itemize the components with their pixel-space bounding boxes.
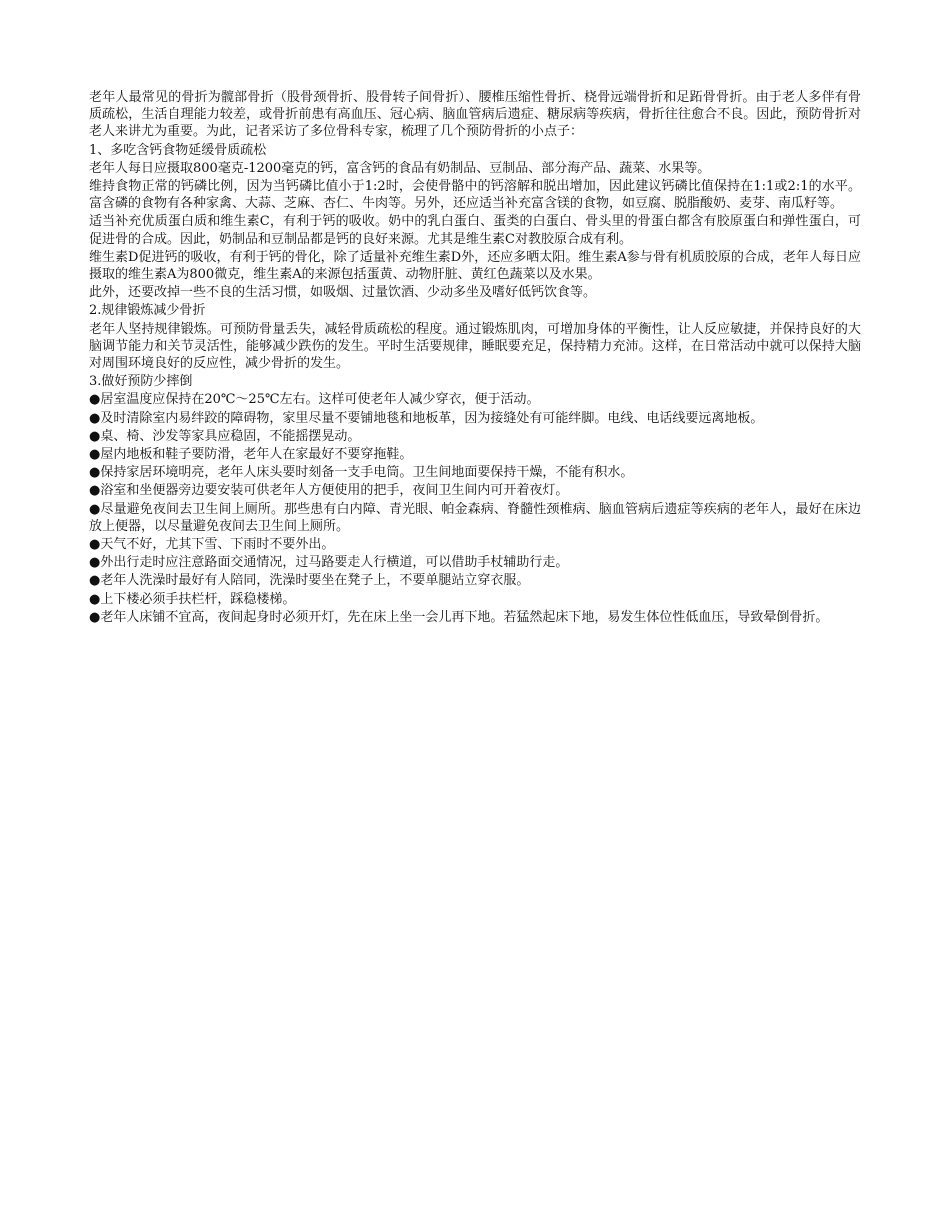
list-item: ●及时清除室内易绊跤的障碍物，家里尽量不要铺地毯和地板革，因为接缝处有可能绊脚。电线、电话线要远离地板。 <box>89 410 764 426</box>
paragraph-exercise: 老年人坚持规律锻炼。可预防骨量丢失，减轻骨质疏松的程度。通过锻炼肌肉，可增加身体的平衡性，让人反应敏捷，并保持良好的大脑调节能力和关节灵活性，能够减少跌伤的发生。平时生活要规律，睡眠要充足，保持精力充沛。这样，在日常活动中就可以保持大脑对周围环境良好的反应性，减少骨折的发生。 <box>89 321 861 372</box>
list-item: ●老年人洗澡时最好有人陪同，洗澡时要坐在凳子上，不要单腿站立穿衣服。 <box>89 573 530 589</box>
list-item: ●浴室和坐便器旁边要安装可供老年人方便使用的把手，夜间卫生间内可开着夜灯。 <box>89 483 569 499</box>
paragraph-calcium-intake: 老年人每日应摄取800毫克-1200毫克的钙，富含钙的食品有奶制品、豆制品、部分海产品、蔬菜、水果等。 <box>89 160 711 176</box>
paragraph-protein-vitamin-c: 适当补充优质蛋白质和维生素C，有利于钙的吸收。奶中的乳白蛋白、蛋类的白蛋白、骨头里的骨蛋白都含有胶原蛋白和弹性蛋白，可促进骨的合成。因此，奶制品和豆制品都是钙的良好来源。尤其是维生素C对教胶原合成有利。 <box>89 214 861 247</box>
document-body <box>89 89 861 627</box>
list-item: ●桌、椅、沙发等家具应稳固，不能摇摆晃动。 <box>89 428 361 444</box>
paragraph-vitamin-d-a: 维生素D促进钙的吸收，有利于钙的骨化，除了适量补充维生素D外，还应多晒太阳。维生素A参与骨有机质胶原的合成，老年人每日应摄取的维生素A为800微克，维生素A的来源包括蛋黄、动物肝脏、黄红色蔬菜以及水果。 <box>89 249 861 283</box>
list-item: ●老年人床铺不宜高，夜间起身时必须开灯，先在床上坐一会儿再下地。若猛然起床下地，易发生体位性低血压，导致晕倒骨折。 <box>89 609 829 625</box>
list-item: ●天气不好，尤其下雪、下雨时不要外出。 <box>89 537 335 553</box>
section-heading-fall-prevention: 3.做好预防少摔倒 <box>89 374 193 390</box>
section-heading-exercise: 2.规律锻炼减少骨折 <box>89 303 206 319</box>
list-item: ●上下楼必须手扶栏杆，踩稳楼梯。 <box>89 591 296 607</box>
list-item: ●屋内地板和鞋子要防滑，老年人在家最好不要穿拖鞋。 <box>89 447 413 463</box>
section-heading-calcium: 1、多吃含钙食物延缓骨质疏松 <box>89 142 267 158</box>
list-item: ●外出行走时应注意路面交通情况，过马路要走人行横道，可以借助手杖辅助行走。 <box>89 555 569 571</box>
list-item: ●保持家居环境明亮，老年人床头要时刻备一支手电筒。卫生间地面要保持干燥，不能有积水。 <box>89 465 634 481</box>
list-item: ●尽量避免夜间去卫生间上厕所。那些患有白内障、青光眼、帕金森病、脊髓性颈椎病、脑血管病后遗症等疾病的老年人，最好在床边放上便器，以尽量避免夜间去卫生间上厕所。 <box>89 501 861 534</box>
paragraph-habits: 此外，还要改掉一些不良的生活习惯，如吸烟、过量饮酒、少动多坐及嗜好低钙饮食等。 <box>89 285 597 301</box>
intro-paragraph: 老年人最常见的骨折为髋部骨折（股骨颈骨折、股骨转子间骨折）、腰椎压缩性骨折、桡骨远端骨折和足跖骨骨折。由于老人多伴有骨质疏松，生活自理能力较差，或骨折前患有高血压、冠心病、脑血管病后遗症、糖尿病等疾病，骨折往往愈合不良。因此，预防骨折对老人来讲尤为重要。为此，记者采访了多位骨科专家，梳理了几个预防骨折的小点子： <box>89 90 861 140</box>
list-item: ●居室温度应保持在20℃～25℃左右。这样可使老年人减少穿衣，便于活动。 <box>89 392 540 408</box>
paragraph-calcium-phosphorus: 维持食物正常的钙磷比例，因为当钙磷比值小于1:2时，会使骨骼中的钙溶解和脱出增加，因此建议钙磷比值保持在1:1或2:1的水平。富含磷的食物有各种家禽、大蒜、芝麻、杏仁、牛肉等。另外，还应适当补充富含镁的食物，如豆腐、脱脂酸奶、麦芽、南瓜籽等。 <box>89 179 861 212</box>
